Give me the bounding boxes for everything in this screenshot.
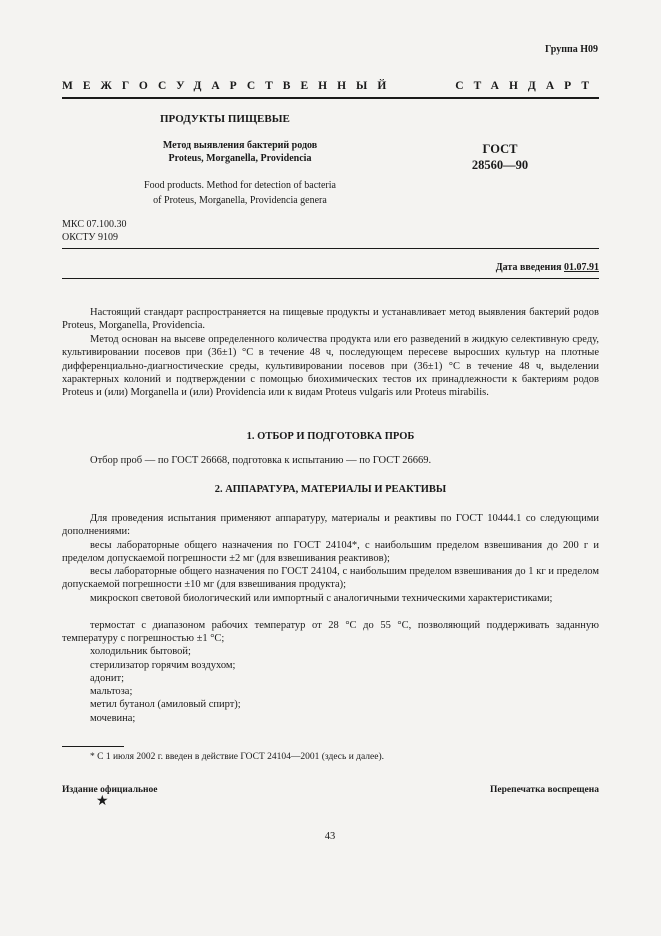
gost-label: ГОСТ bbox=[482, 142, 518, 156]
group-code: Группа Н09 bbox=[545, 44, 598, 55]
intro-paragraph-2: Метод основан на высеве определенного количества продукта или его разведений в жидкую селективную среду, культивировании посевов при (36±1) °С в течение 48 ч, последующем пересеве выросших культур на плотные дифференциально-диагностические среды, культивировании посевов при (36±1) °С в течение 48 ч, выделении характерных колоний и подтверждении с помощью биохимических тестов их принадлежности к бактериям родов Proteus и (или) Morganella и (или) Providencia или к видам Proteus vulgaris или Proteus mirabilis. bbox=[62, 334, 599, 399]
section-2-heading: 2. АППАРАТУРА, МАТЕРИАЛЫ И РЕАКТИВЫ bbox=[214, 484, 447, 495]
equipment-item-1: весы лабораторные общего назначения по ГОСТ 24104*, с наибольшим пределом взвешивания до 200 г и пределом допускаемой погрешности ±2 мг (для взвешивания реактивов); bbox=[62, 540, 599, 565]
equipment-item-8: мальтоза; bbox=[90, 686, 133, 697]
interstate-standard-banner: МЕЖГОСУДАРСТВЕННЫЙ СТАНДАРТ bbox=[62, 80, 599, 92]
english-title bbox=[100, 178, 380, 208]
equipment-item-9: метил бутанол (амиловый спирт); bbox=[90, 699, 241, 710]
date-rule bbox=[62, 278, 599, 279]
method-subtitle-line-2: Proteus, Morganella, Providencia bbox=[168, 153, 312, 164]
equipment-item-5: холодильник бытовой; bbox=[90, 646, 191, 657]
official-edition-label: Издание официальное bbox=[62, 785, 158, 795]
page-number: 43 bbox=[324, 831, 336, 842]
intro-date bbox=[420, 262, 599, 273]
section-2-intro: Для проведения испытания применяют аппаратуру, материалы и реактивы по ГОСТ 10444.1 со следующими дополнениями: bbox=[62, 513, 599, 538]
okstu-code: ОКСТУ 9109 bbox=[62, 232, 119, 243]
mks-code: МКС 07.100.30 bbox=[62, 219, 127, 230]
section-1-heading: 1. ОТБОР И ПОДГОТОВКА ПРОБ bbox=[246, 431, 415, 442]
intro-date-value: 01.07.91 bbox=[564, 262, 599, 273]
english-title-line-1: Food products. Method for detection of bacteria bbox=[144, 180, 336, 191]
codes-rule bbox=[62, 248, 599, 249]
document-title: ПРОДУКТЫ ПИЩЕВЫЕ bbox=[160, 113, 290, 125]
section-1-text: Отбор проб — по ГОСТ 26668, подготовка к испытанию — по ГОСТ 26669. bbox=[90, 455, 432, 466]
gost-number: 28560—90 bbox=[471, 158, 529, 172]
equipment-item-7: адонит; bbox=[90, 673, 124, 684]
intro-paragraph-1: Настоящий стандарт распространяется на пищевые продукты и устанавливает метод выявления бактерий родов Proteus, Morganella, Providencia. bbox=[62, 307, 599, 332]
intro-date-label: Дата введения bbox=[495, 262, 562, 273]
reprint-prohibited-label: Перепечатка воспрещена bbox=[489, 785, 599, 795]
method-subtitle-line-1: Метод выявления бактерий родов bbox=[162, 140, 318, 151]
star-icon: ★ bbox=[96, 794, 109, 809]
footnote-rule bbox=[62, 746, 124, 747]
equipment-item-6: стерилизатор горячим воздухом; bbox=[90, 660, 236, 671]
equipment-item-10: мочевина; bbox=[90, 713, 136, 724]
equipment-item-2: весы лабораторные общего назначения по ГОСТ 24104, с наибольшим пределом взвешивания до 1 кг и пределом допускаемой погрешности ±10 мг (для взвешивания продукта); bbox=[62, 566, 599, 591]
equipment-item-4: термостат с диапазоном рабочих температур от 28 °С до 55 °С, позволяющий поддерживать заданную температуру с погрешностью ±1 °С; bbox=[62, 620, 599, 645]
english-title-line-2: of Proteus, Morganella, Providencia genera bbox=[153, 195, 327, 206]
classification-codes bbox=[62, 218, 126, 244]
equipment-item-3: микроскоп световой биологический или импортный с аналогичными техническими характеристиками; bbox=[90, 593, 553, 604]
footnote: * С 1 июля 2002 г. введен в действие ГОСТ 24104—2001 (здесь и далее). bbox=[90, 752, 385, 762]
gost-designation bbox=[462, 141, 538, 173]
header-rule bbox=[62, 97, 599, 99]
method-subtitle bbox=[120, 139, 360, 165]
